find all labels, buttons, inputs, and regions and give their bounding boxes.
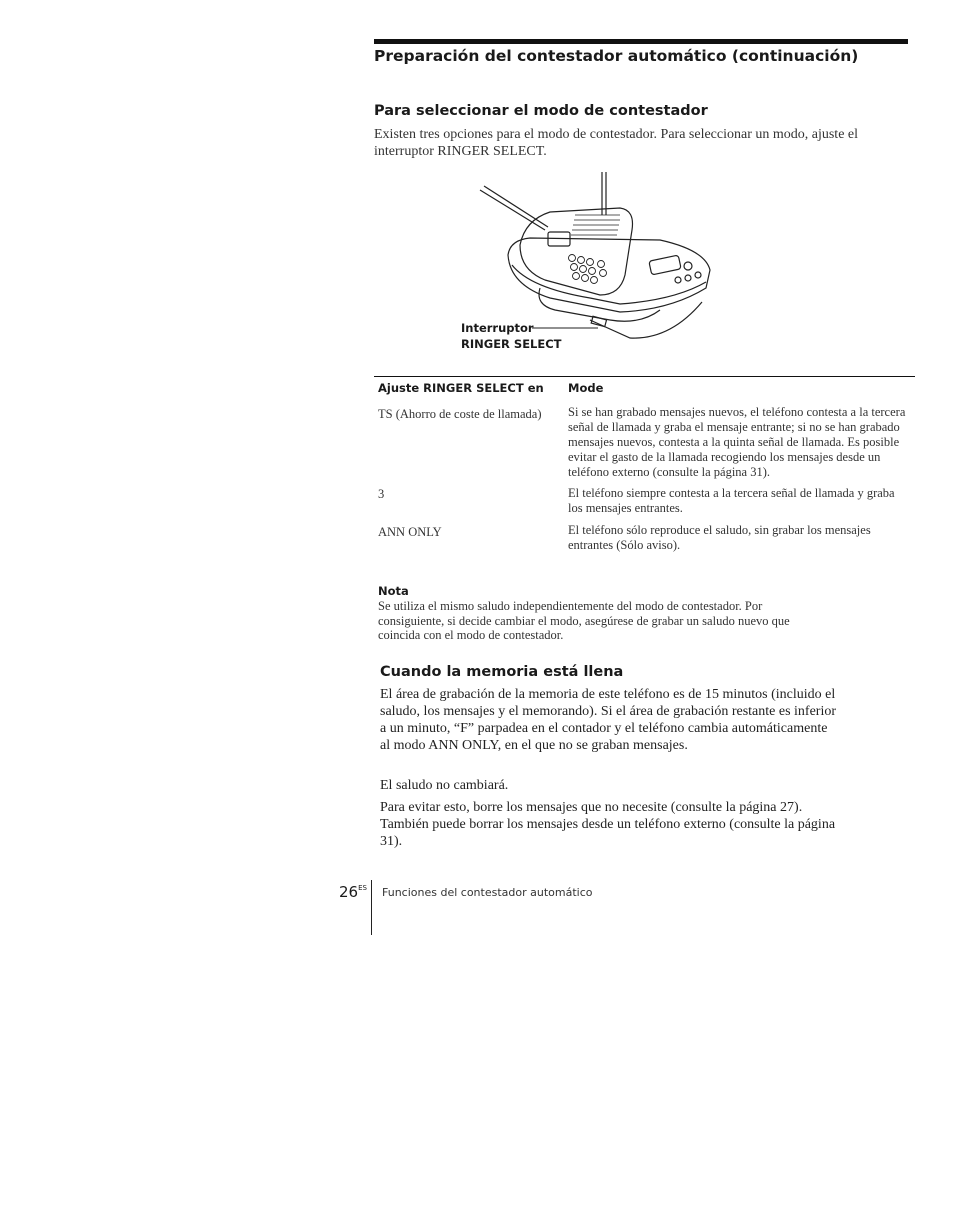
page-number-suffix: ES (358, 884, 367, 892)
section-heading-answer-mode: Para seleccionar el modo de contestador (374, 103, 708, 119)
section-intro-text: Existen tres opciones para el modo de contestador. Para seleccionar un modo, ajuste el interruptor RINGER SELECT. (374, 127, 859, 159)
table-row-setting: TS (Ahorro de coste de llamada) (378, 407, 542, 421)
callout-line-1: Interruptor (461, 321, 534, 335)
table-top-rule (374, 376, 915, 377)
table-header-setting: Ajuste RINGER SELECT en (378, 381, 544, 395)
handset-antenna (480, 190, 545, 230)
footer-section-name: Funciones del contestador automático (382, 886, 593, 899)
callout-line-2: RINGER SELECT (461, 337, 562, 351)
note-text: Se utiliza el mismo saludo independientemente del modo de contestador. Por consiguiente, si decide cambiar el modo, asegúrese de grabar un saludo nuevo que coincida con el modo de contestador. (378, 599, 790, 642)
page-number-value: 26 (339, 883, 359, 901)
table-row-description: El teléfono siempre contesta a la tercera señal de llamada y graba los mensajes entrantes. (568, 486, 895, 515)
table-row-description: Si se han grabado mensajes nuevos, el teléfono contesta a la tercera señal de llamada y graba el mensaje entrante; si no se han grabado mensajes nuevos, contesta a la quinta señal de llamada. Es posible evitar el gasto de la llamada recogiendo los mensajes desde un teléfono externo (consulte la página 31). (568, 405, 906, 479)
paragraph: El área de grabación de la memoria de este teléfono es de 15 minutos (incluido el saludo, los mensajes y el memorando). Si el área de grabación restante es inferior a un minuto, “F” parpadea en el contador y el teléfono cambia automáticamente al modo ANN ONLY, en el que no se graban mensajes. (380, 687, 837, 753)
table-header-mode: Mode (568, 381, 604, 395)
top-rule (374, 39, 908, 44)
section-heading-memory-full: Cuando la memoria está llena (380, 664, 624, 680)
table-row-setting: ANN ONLY (378, 525, 442, 539)
page-title: Preparación del contestador automático (continuación) (374, 47, 859, 65)
footer-divider (371, 880, 372, 935)
paragraph: Para evitar esto, borre los mensajes que no necesite (consulte la página 27). También puede borrar los mensajes desde un teléfono externo (consulte la página 31). (380, 800, 836, 849)
ringer-select-callout (461, 320, 562, 352)
table-row-setting: 3 (378, 487, 385, 501)
paragraph: El saludo no cambiará. (380, 778, 509, 793)
note-heading: Nota (378, 584, 409, 598)
page-number (339, 883, 367, 901)
table-row-description: El teléfono sólo reproduce el saludo, sin grabar los mensajes entrantes (Sólo aviso). (568, 523, 871, 552)
